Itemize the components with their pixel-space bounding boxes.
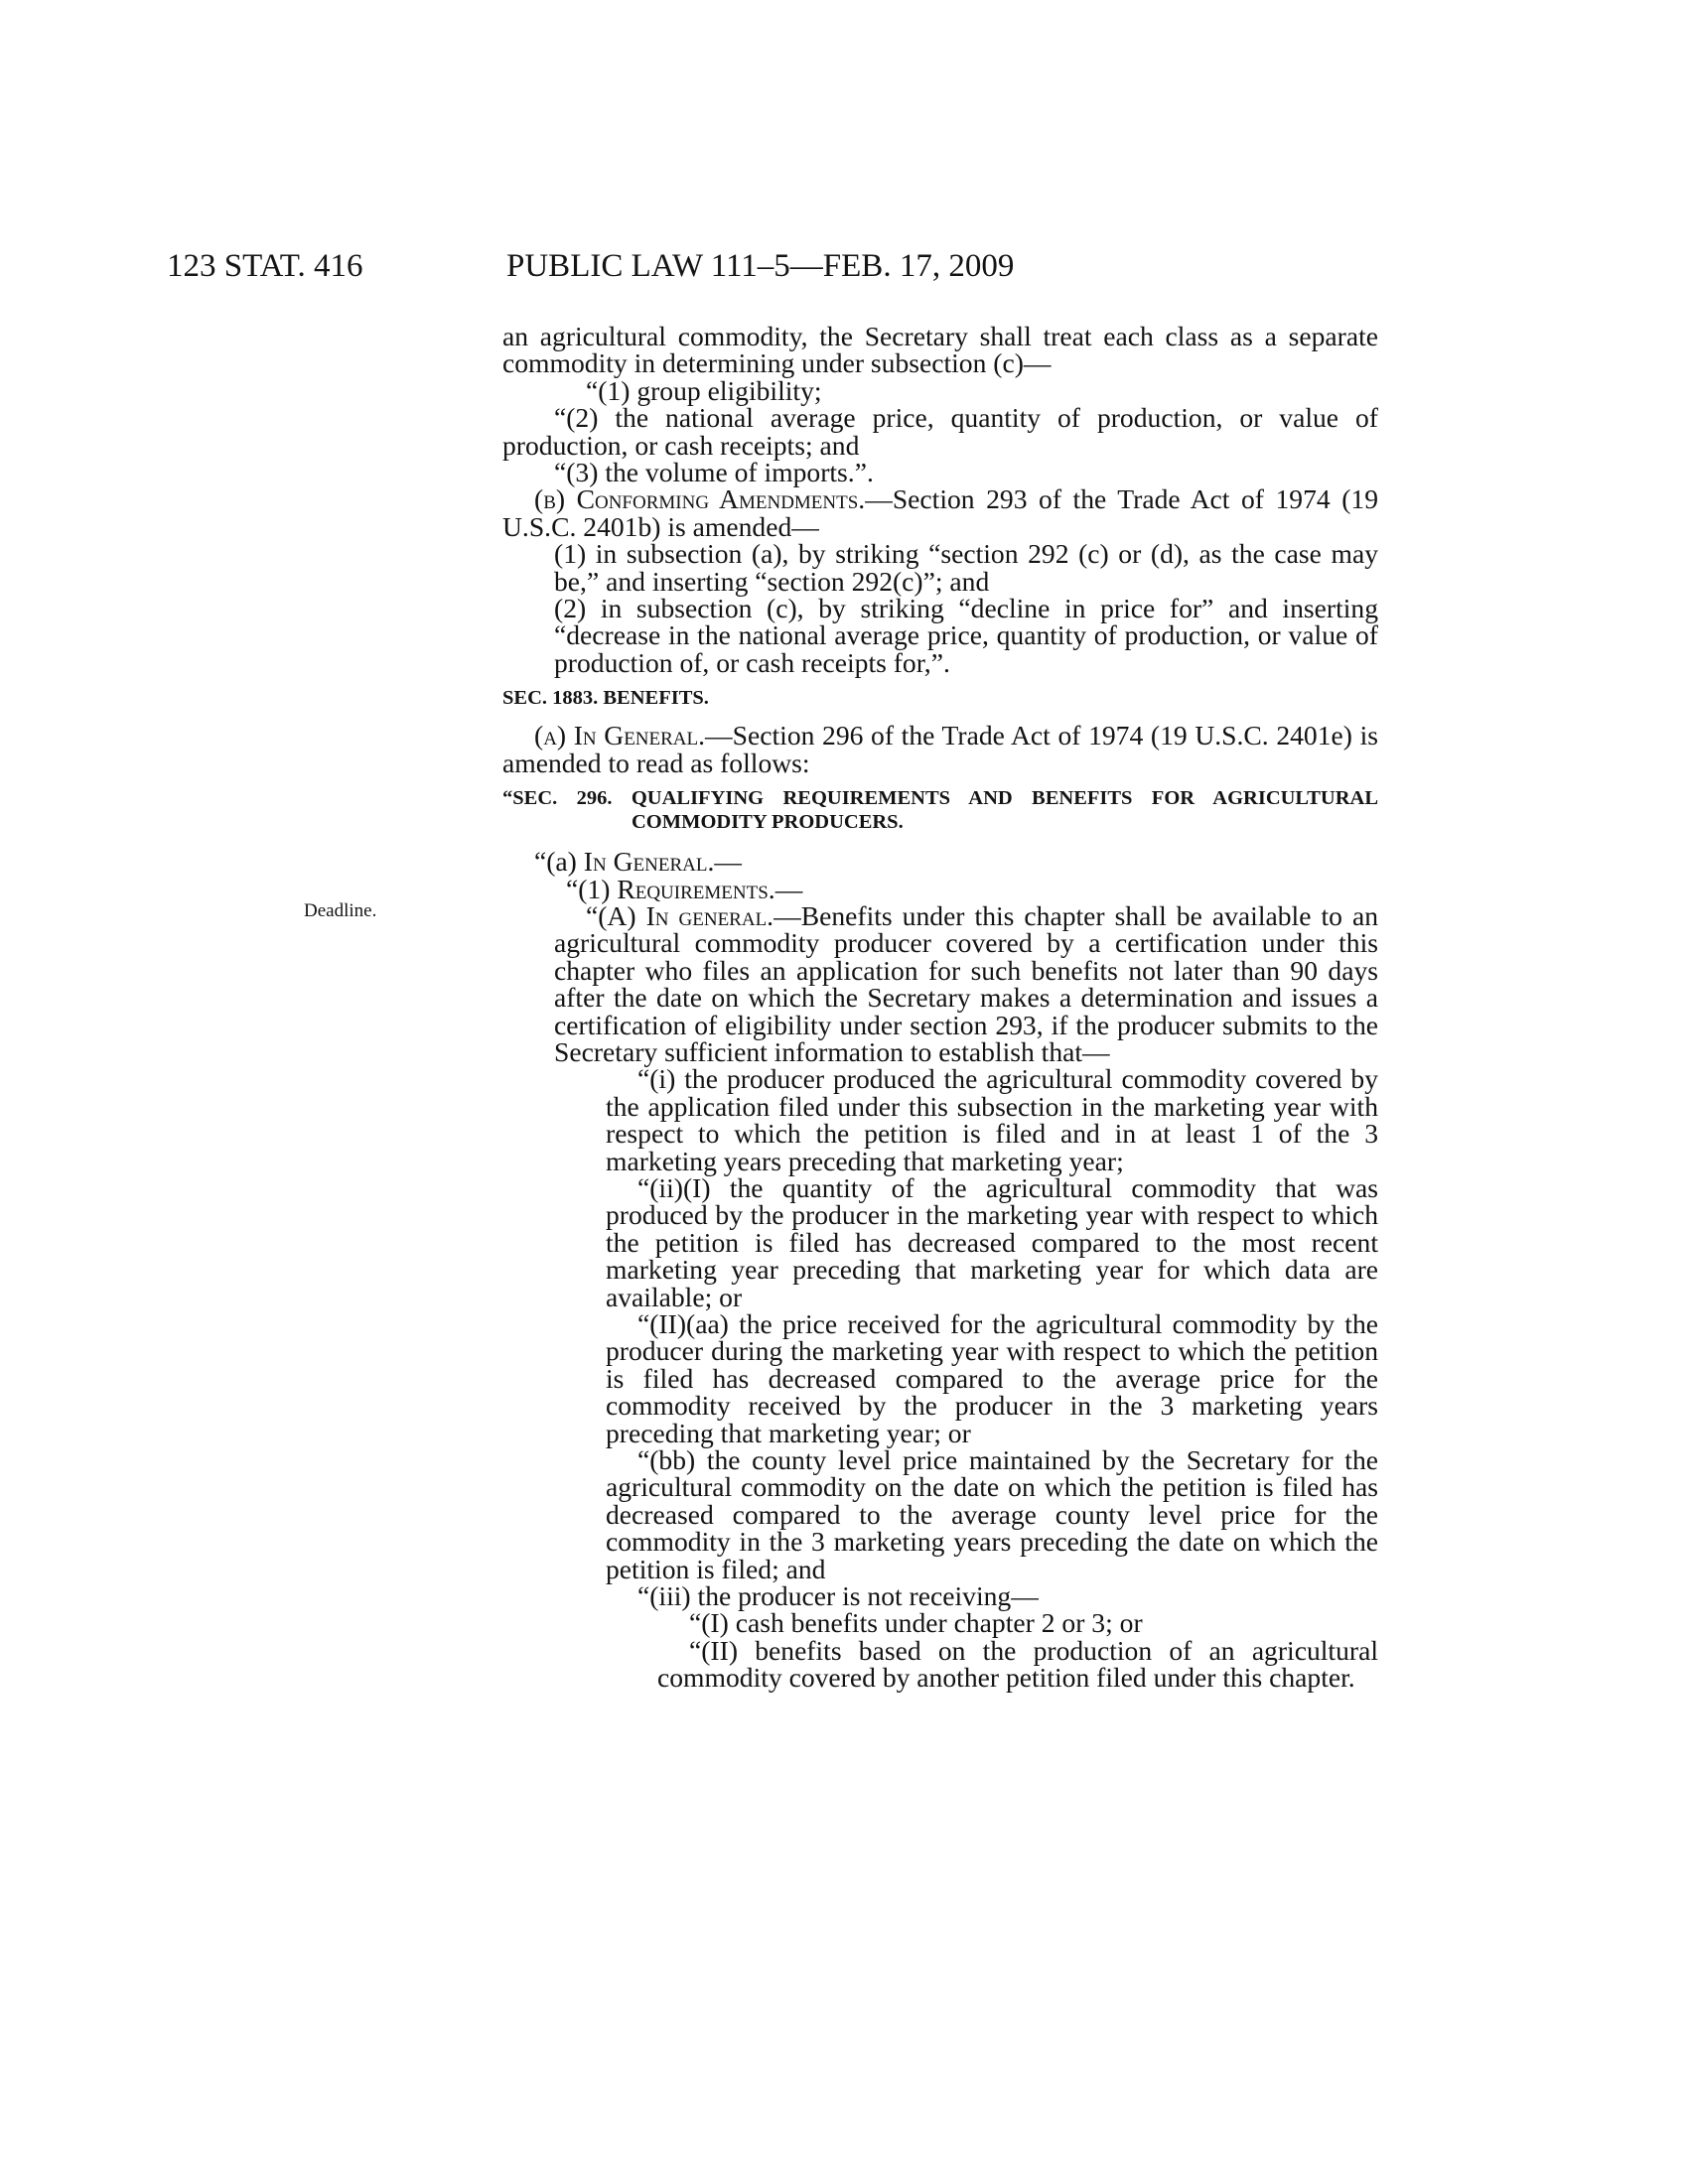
paragraph: an agricultural commodity, the Secretary shall treat each class as a separate commodity in determining under subsection (c)— [502,321,1378,379]
clause: “(i) the producer produced the agricultural commodity covered by the application filed under this subsection in the marketing year with respect to which the petition is filed and in at least 1 of the 3 marketing years preceding that marketing year; [606,1063,1378,1176]
paragraph [502,485,1378,540]
subsection-heading: (a) In General. [534,720,706,751]
paragraph [502,899,1379,1067]
paragraph: “(2) the national average price, quantity of production, or value of production, or cash receipts; and [502,402,1378,461]
paragraph-text: — [774,873,803,904]
enum: “(a) [534,846,584,878]
subclause: “(I) cash benefits under chapter 2 or 3; or [689,1607,1143,1639]
clause: “(iii) the producer is not receiving— [637,1580,1039,1612]
enum: “(1) [566,873,618,904]
subclause: “(II) benefits based on the production of an agricultural commodity covered by another petition filed under this chapter. [657,1634,1378,1694]
subsection-text: —Section 293 of the Trade Act of 1974 (19 U.S.C. 2401b) is amended— [502,483,1378,542]
subsection-text: —Section 296 of the Trade Act of 1974 (19 U.S.C. 2401e) is amended to read as follows: [502,720,1378,778]
paragraph-heading: Requirements. [617,873,775,904]
paragraph [502,846,1378,878]
subparagraph-heading: In general. [645,899,774,931]
paragraph: “(1) group eligibility; [586,374,822,406]
margin-note: Deadline. [304,900,377,921]
subparagraph-text: —Benefits under this chapter shall be available to an agricultural commodity producer covered by a certification under this chapter who files an application for such benefits not later than 90 days after the date on which the Secretary makes a determination and issues a certification of eligibility under section 293, if the producer submits to the Secretary sufficient information to establish that— [554,899,1379,1067]
paragraph: “(3) the volume of imports.”. [554,457,874,488]
clause: “(II)(aa) the price received for the agricultural commodity by the producer during the marketing year with respect to which the petition is filed has decreased compared to the average price for the commodity received by the producer in the 3 marketing years preceding that marketing year; or [606,1308,1378,1448]
section-heading: SEC. 1883. BENEFITS. [502,687,709,710]
clause: “(bb) the county level price maintained by the Secretary for the agricultural commodity on the date on which the petition is filed has decreased compared to the average county level price for the commodity in the 3 marketing years preceding the date on which the petition is filed; and [606,1444,1378,1584]
section-heading: “SEC. 296. QUALIFYING REQUIREMENTS AND BENEFITS FOR AGRICULTURAL COMMODITY PRODUCERS. [502,787,1378,834]
subsection-text: — [714,846,742,878]
paragraph: (1) in subsection (a), by striking “section 292 (c) or (d), as the case may be,” and inserting “section 292(c)”; and [554,538,1378,597]
page-stat-citation: 123 STAT. 416 [167,248,363,284]
statute-body [502,323,1378,1692]
clause: “(ii)(I) the quantity of the agricultural commodity that was produced by the producer in the marketing year with respect to which the petition is filed has decreased compared to the most recent marketing year preceding that marketing year for which data are available; or [606,1171,1378,1312]
paragraph [502,722,1378,776]
subsection-heading: In General. [583,846,715,878]
paragraph [502,873,1378,904]
running-header: PUBLIC LAW 111–5—FEB. 17, 2009 [506,248,1015,284]
enum: “(A) [586,899,646,931]
subsection-heading: (b) Conforming Amendments. [534,483,866,515]
paragraph: (2) in subsection (c), by striking “decline in price for” and inserting “decrease in the national average price, quantity of production, or value of production of, or cash receipts for,”. [554,593,1378,678]
